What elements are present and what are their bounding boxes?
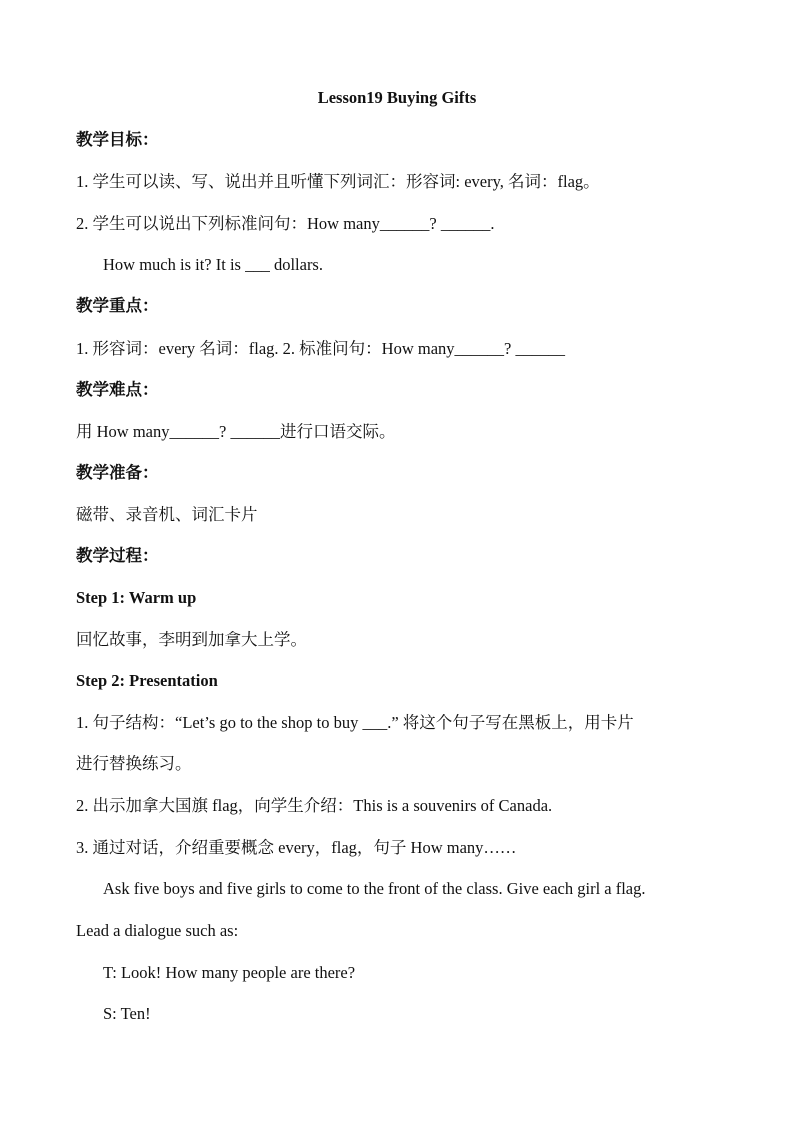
step-2-heading: Step 2: Presentation [76,671,218,690]
step-2-item-1-continued: 进行替换练习。 [76,754,192,773]
dialogue-intro: Lead a dialogue such as: [76,921,239,940]
step-1-text: 回忆故事，李明到加拿大上学。 [76,630,307,649]
preparation-text: 磁带、录音机、词汇卡片 [76,505,258,524]
teaching-process-heading: 教学过程： [76,546,159,565]
dialogue-teacher-line: T: Look! How many people are there? [103,963,356,982]
activity-instruction: Ask five boys and five girls to come to the front of the class. Give each girl a flag. [103,879,646,898]
teaching-objectives-heading: 教学目标： [76,130,159,149]
preparation-heading: 教学准备： [76,463,159,482]
key-points-text: 1. 形容词：every 名词：flag. 2. 标准问句：How many______? ______ [76,339,565,358]
document-title: Lesson19 Buying Gifts [317,88,477,107]
step-2-item-3: 3. 通过对话，介绍重要概念 every，flag，句子 How many…… [76,838,517,857]
step-2-item-1: 1. 句子结构：“Let’s go to the shop to buy ___.” 将这个句子写在黑板上，用卡片 [76,713,634,732]
objective-2-example: How much is it? It is ___ dollars. [103,255,323,274]
step-1-heading: Step 1: Warm up [76,588,197,607]
key-points-heading: 教学重点： [76,296,159,315]
step-2-item-2: 2. 出示加拿大国旗 flag，向学生介绍：This is a souvenirs of Canada. [76,796,553,815]
objective-2: 2. 学生可以说出下列标准问句：How many______? ______. [76,214,495,233]
dialogue-student-line: S: Ten! [103,1004,151,1023]
difficult-points-heading: 教学难点： [76,380,159,399]
objective-1: 1. 学生可以读、写、说出并且听懂下列词汇：形容词: every, 名词：flag。 [76,172,600,191]
difficult-points-text: 用 How many______? ______进行口语交际。 [76,422,396,441]
